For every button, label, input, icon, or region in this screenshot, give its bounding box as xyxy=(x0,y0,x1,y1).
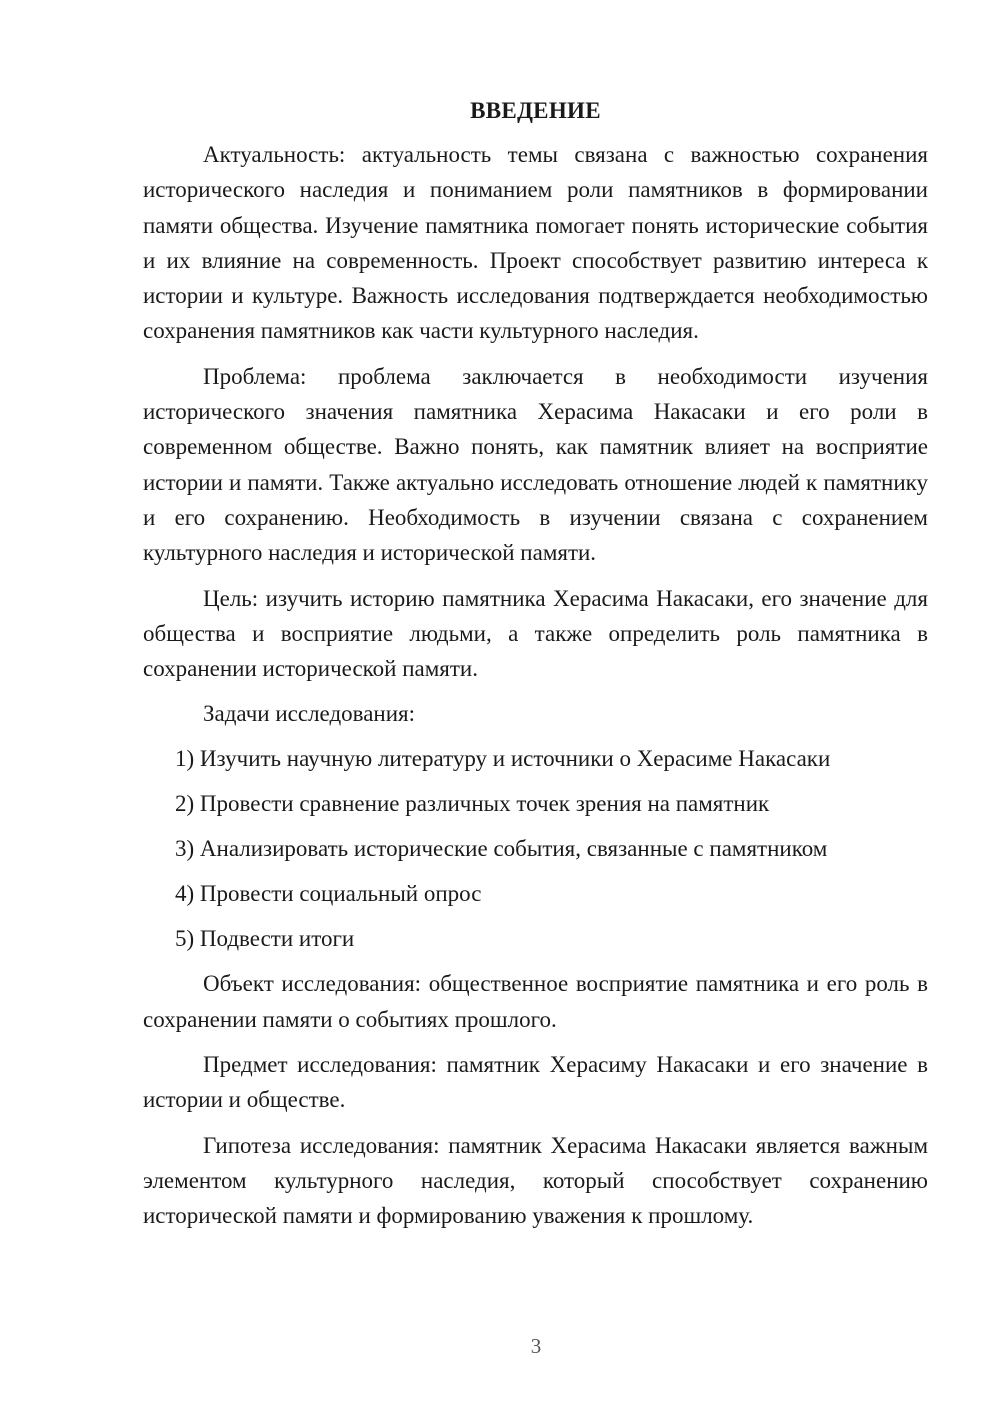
page-title: ВВЕДЕНИЕ xyxy=(470,98,601,123)
paragraph-subject: Предмет исследования: памятник Херасиму Накасаки и его значение в истории и обществе. xyxy=(143,1052,928,1113)
task-item: 3) Анализировать исторические события, связанные с памятником xyxy=(175,836,828,862)
task-item: 1) Изучить научную литературу и источники о Херасиме Накасаки xyxy=(175,746,831,772)
paragraph-relevance: Актуальность: актуальность темы связана с важностью сохранения исторического наследия и пониманием роли памятников в формировании памяти общества. Изучение памятника помогает понять исторические события и их влияние на современность. Проект способствует развитию интереса к истории и культуре. Важность исследования подтверждается необходимостью сохранения памятников как части культурного наследия. xyxy=(143,142,928,344)
paragraph-goal: Цель: изучить историю памятника Херасима Накасаки, его значение для общества и восприятие людьми, а также определить роль памятника в сохранении исторической памяти. xyxy=(143,585,928,682)
paragraph-problem: Проблема: проблема заключается в необходимости изучения исторического значения памятника Херасима Накасаки и его роли в современном обществе. Важно понять, как памятник влияет на восприятие истории и памяти. Также актуально исследовать отношение людей к памятнику и его сохранению. Необходимость в изучении связана с сохранением культурного наследия и исторической памяти. xyxy=(143,363,928,566)
paragraph-object: Объект исследования: общественное восприятие памятника и его роль в сохранении памяти о событиях прошлого. xyxy=(143,971,928,1032)
task-item: 5) Подвести итоги xyxy=(175,926,355,952)
task-item: 2) Провести сравнение различных точек зрения на памятник xyxy=(175,791,770,817)
tasks-heading: Задачи исследования: xyxy=(203,701,416,727)
task-item: 4) Провести социальный опрос xyxy=(175,881,482,907)
page-number: 3 xyxy=(530,1334,542,1358)
tasks-list xyxy=(143,741,928,956)
paragraph-hypothesis: Гипотеза исследования: памятник Херасима Накасаки является важным элементом культурного наследия, который способствует сохранению исторической памяти и формированию уважения к прошлому. xyxy=(143,1132,928,1229)
page-content xyxy=(143,93,928,1234)
